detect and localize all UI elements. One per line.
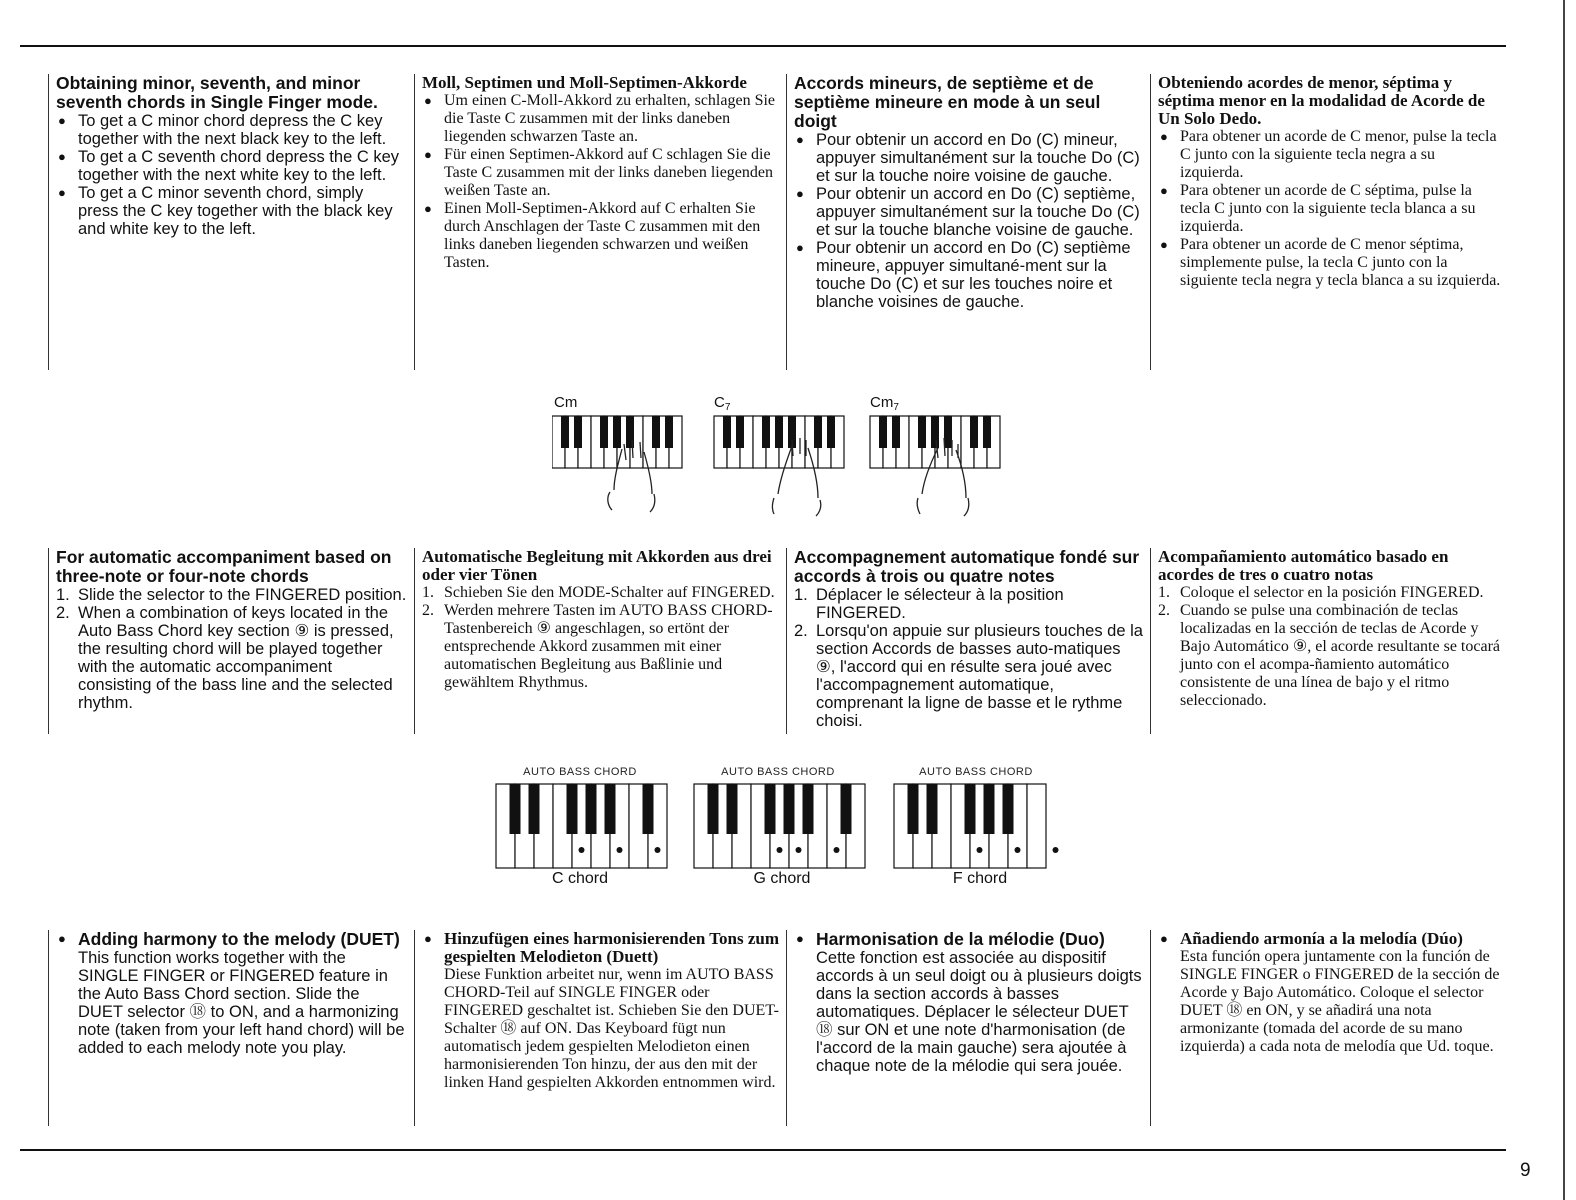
pressed-key-dot	[977, 847, 983, 853]
list-item: ● Einen Moll-Septimen-Akkord auf C erhalten Sie durch Anschlagen der Taste C zusammen mit den links daneben liegenden schwarzen und weißen Tasten.	[422, 200, 780, 272]
list-item: ● To get a C minor chord depress the C key together with the next black key to the left.	[56, 112, 408, 148]
black-key	[665, 416, 673, 448]
list-item: 1. Schieben Sie den MODE-Schalter auf FINGERED.	[422, 584, 775, 601]
black-key	[918, 416, 926, 448]
figure-fingered-chords	[492, 766, 1072, 894]
black-key	[613, 416, 621, 448]
column-bar	[48, 548, 49, 734]
black-key	[727, 784, 738, 834]
auto-bass-chord-label: AUTO BASS CHORD	[721, 766, 835, 778]
black-key	[970, 416, 978, 448]
black-key	[765, 784, 776, 834]
column-bar	[1150, 930, 1151, 1126]
list-item: 1. Déplacer le sélecteur à la position FINGERED.	[794, 586, 1064, 622]
figure-single-finger-chords	[552, 394, 1012, 524]
pressed-key-dot	[1053, 847, 1059, 853]
bottom-rule	[20, 1149, 1506, 1151]
black-key	[762, 416, 770, 448]
black-key	[643, 784, 654, 834]
pressed-key-dot	[579, 847, 585, 853]
section-fingered	[48, 548, 1508, 730]
pressed-key-dot	[834, 847, 840, 853]
col-english	[48, 548, 414, 730]
pressed-key-dot	[777, 847, 783, 853]
col-english	[48, 930, 414, 1092]
list-item: ● Para obtener un acorde de C menor, pulse la tecla C junto con la siguiente tecla negra a su izquierda.	[1158, 128, 1502, 182]
heading: Acompañamiento automático basado en acordes de tres o cuatro notas	[1158, 547, 1449, 584]
col-spanish	[1150, 930, 1508, 1092]
chord-caption-f: F chord	[952, 870, 1008, 887]
black-key	[908, 784, 919, 834]
black-key	[567, 784, 578, 834]
heading: ● Harmonisation de la mélodie (Duo)	[816, 929, 1105, 949]
black-key	[775, 416, 783, 448]
black-key	[841, 784, 852, 834]
black-key	[814, 416, 822, 448]
col-french	[786, 548, 1150, 730]
col-french	[786, 930, 1150, 1092]
black-key	[723, 416, 731, 448]
col-spanish	[1150, 74, 1508, 311]
column-bar	[1150, 548, 1151, 734]
auto-bass-chord-label: AUTO BASS CHORD	[919, 766, 1033, 778]
list-item: ● Um einen C-Moll-Akkord zu erhalten, schlagen Sie die Taste C zusammen mit der links daneben liegenden schwarzen Taste an.	[422, 92, 780, 146]
chord-label-cm: Cm	[554, 394, 578, 411]
heading: For automatic accompaniment based on three-note or four-note chords	[56, 547, 392, 586]
col-spanish	[1150, 548, 1508, 730]
heading: Obtaining minor, seventh, and minor seventh chords in Single Finger mode.	[56, 73, 378, 112]
list-item: ● Pour obtenir un accord en Do (C) septième mineure, appuyer simultané-ment sur la touche Do (C) et sur les touches noire et blanche voisines de gauche.	[794, 239, 1144, 311]
list-item: 2. Cuando se pulse una combinación de teclas localizadas en la sección de teclas de Acorde y Bajo Automático ⑨, el acorde resultante se tocará junto con el acompa-ñamiento automático consistente de una línea de bajo y el ritmo seleccionado.	[1158, 602, 1500, 709]
list-item: ● Harmonisation de la mélodie (Duo) Cette fonction est associée au dispositif accords à un seul doigt ou à plusieurs doigts dans la section accords à basses automatiques. Déplacer le sélecteur DUET ⑱ sur ON et une note d'harmonisation (de l'accord de la main gauche) sera ajoutée à chaque note de la mélodie qui sera jouée.	[794, 930, 1144, 1075]
auto-bass-chord-label: AUTO BASS CHORD	[523, 766, 637, 778]
white-key	[1027, 784, 1046, 868]
black-key	[927, 784, 938, 834]
chord-label-cm7: $Cm_7$	[870, 394, 899, 413]
list-item: ● Für einen Septimen-Akkord auf C schlagen Sie die Taste C zusammen mit der links daneben liegenden weißen Taste an.	[422, 146, 780, 200]
heading: ● Adding harmony to the melody (DUET)	[78, 929, 400, 949]
chord-caption-g: G chord	[753, 870, 811, 887]
pressed-key-dot	[1015, 847, 1021, 853]
column-bar	[48, 74, 49, 370]
black-key	[983, 416, 991, 448]
black-key	[574, 416, 582, 448]
hands-keyboards-illustration	[552, 394, 1012, 524]
section-duet	[48, 930, 1508, 1092]
black-key	[1003, 784, 1014, 834]
chord-label-c7: $C_7$	[714, 394, 731, 413]
black-key	[600, 416, 608, 448]
col-german	[414, 548, 786, 730]
column-bar	[414, 548, 415, 734]
page-edge	[1563, 0, 1565, 1200]
list-item: ● Adding harmony to the melody (DUET) This function works together with the SINGLE FINGER or FINGERED feature in the Auto Bass Chord section. Slide the DUET selector ⑱ to ON, and a harmonizing note (taken from your left hand chord) will be added to each melody note you play.	[56, 930, 408, 1057]
black-key	[652, 416, 660, 448]
list-item: ● Pour obtenir un accord en Do (C) mineur, appuyer simultanément sur la touche Do (C) et sur la touche noire voisine de gauche.	[794, 131, 1144, 185]
list-item: ● Hinzufügen eines harmonisierenden Tons zum gespielten Melodieton (Duett) Diese Funktion arbeitet nur, wenn im AUTO BASS CHORD-Teil auf SINGLE FINGER oder FINGERED geschaltet ist. Schieben Sie den DUET-Schalter ⑱ auf ON. Das Keyboard fügt nun automatisch jedem gespielten Melodieton einen harmonisierenden Ton hinzu, der aus den mit der linken Hand gespielten Akkorden entnommen wird.	[422, 930, 780, 1092]
black-key	[892, 416, 900, 448]
list-item: ● Pour obtenir un accord en Do (C) septième, appuyer simultanément sur la touche Do (C) et sur la touche blanche voisine de gauche.	[794, 185, 1144, 239]
heading: ● Añadiendo armonía a la melodía (Dúo)	[1180, 929, 1463, 948]
list-item: ● To get a C minor seventh chord, simply press the C key together with the black key and white key to the left.	[56, 184, 408, 238]
list-item: ● To get a C seventh chord depress the C key together with the next white key to the left.	[56, 148, 408, 184]
heading: Automatische Begleitung mit Akkorden aus drei oder vier Tönen	[422, 547, 772, 584]
list-item: ● Añadiendo armonía a la melodía (Dúo) Esta función opera juntamente con la función de SINGLE FINGER o FINGERED de la sección de Acorde y Bajo Automático. Coloque el selector DUET ⑱ en ON, y se añadirá una nota armonizante (tomada del acorde de su mano izquierda) a cada nota de melodía que Ud. toque.	[1158, 930, 1502, 1056]
black-key	[965, 784, 976, 834]
list-item: 2. Lorsqu'on appuie sur plusieurs touches de la section Accords de basses auto-matiques ⑨, l'accord qui en résulte sera joué avec l'accompagnement automatique, comprenant la ligne de basse et le rythme choisi.	[794, 622, 1143, 730]
black-key	[605, 784, 616, 834]
black-key	[931, 416, 939, 448]
col-english	[48, 74, 414, 311]
heading: ● Hinzufügen eines harmonisierenden Tons zum gespielten Melodieton (Duett)	[444, 929, 780, 966]
black-key	[784, 784, 795, 834]
black-key	[944, 416, 952, 448]
list-item: 1. Slide the selector to the FINGERED position.	[56, 586, 407, 604]
column-bar	[786, 74, 787, 370]
black-key	[529, 784, 540, 834]
page-number: 9	[1520, 1160, 1531, 1181]
list-item: 2. Werden mehrere Tasten im AUTO BASS CHORD-Tastenbereich ⑨ angeschlagen, so ertönt der entsprechende Akkord zusammen mit einer automatischen Begleitung aus Baßlinie und gewähltem Rhythmus.	[422, 602, 773, 691]
heading: Accords mineurs, de septième et de septième mineure en mode à un seul doigt	[794, 73, 1101, 131]
list-item: 2. When a combination of keys located in the Auto Bass Chord key section ⑨ is pressed, the resulting chord will be played together with the automatic accompaniment consisting of the bass line and the selected rhythm.	[56, 604, 394, 712]
column-bar	[1150, 74, 1151, 370]
chord-caption-c: C chord	[551, 870, 609, 887]
black-key	[561, 416, 569, 448]
section-minor-seventh	[48, 74, 1508, 311]
column-bar	[414, 930, 415, 1126]
pressed-key-dot	[655, 847, 661, 853]
heading: Moll, Septimen und Moll-Septimen-Akkorde	[422, 73, 747, 92]
column-bar	[414, 74, 415, 370]
heading: Obteniendo acordes de menor, séptima y séptima menor en la modalidad de Acorde de Un Solo Dedo.	[1158, 73, 1485, 128]
black-key	[708, 784, 719, 834]
black-key	[803, 784, 814, 834]
col-french	[786, 74, 1150, 311]
pressed-key-dot	[796, 847, 802, 853]
black-key	[879, 416, 887, 448]
pressed-key-dot	[617, 847, 623, 853]
top-rule	[20, 45, 1506, 47]
heading: Accompagnement automatique fondé sur accords à trois ou quatre notes	[794, 547, 1140, 586]
list-item: ● Para obtener un acorde de C menor séptima, simplemente pulse, la tecla C junto con la siguiente tecla negra y tecla blanca a su izquierda.	[1158, 236, 1502, 290]
black-key	[586, 784, 597, 834]
black-key	[736, 416, 744, 448]
col-german	[414, 930, 786, 1092]
list-item: ● Para obtener un acorde de C séptima, pulse la tecla C junto con la siguiente tecla blanca a su izquierda.	[1158, 182, 1502, 236]
black-key	[827, 416, 835, 448]
col-german	[414, 74, 786, 311]
column-bar	[786, 548, 787, 734]
black-key	[984, 784, 995, 834]
black-key	[510, 784, 521, 834]
column-bar	[786, 930, 787, 1126]
list-item: 1. Coloque el selector en la posición FINGERED.	[1158, 584, 1484, 601]
column-bar	[48, 930, 49, 1126]
